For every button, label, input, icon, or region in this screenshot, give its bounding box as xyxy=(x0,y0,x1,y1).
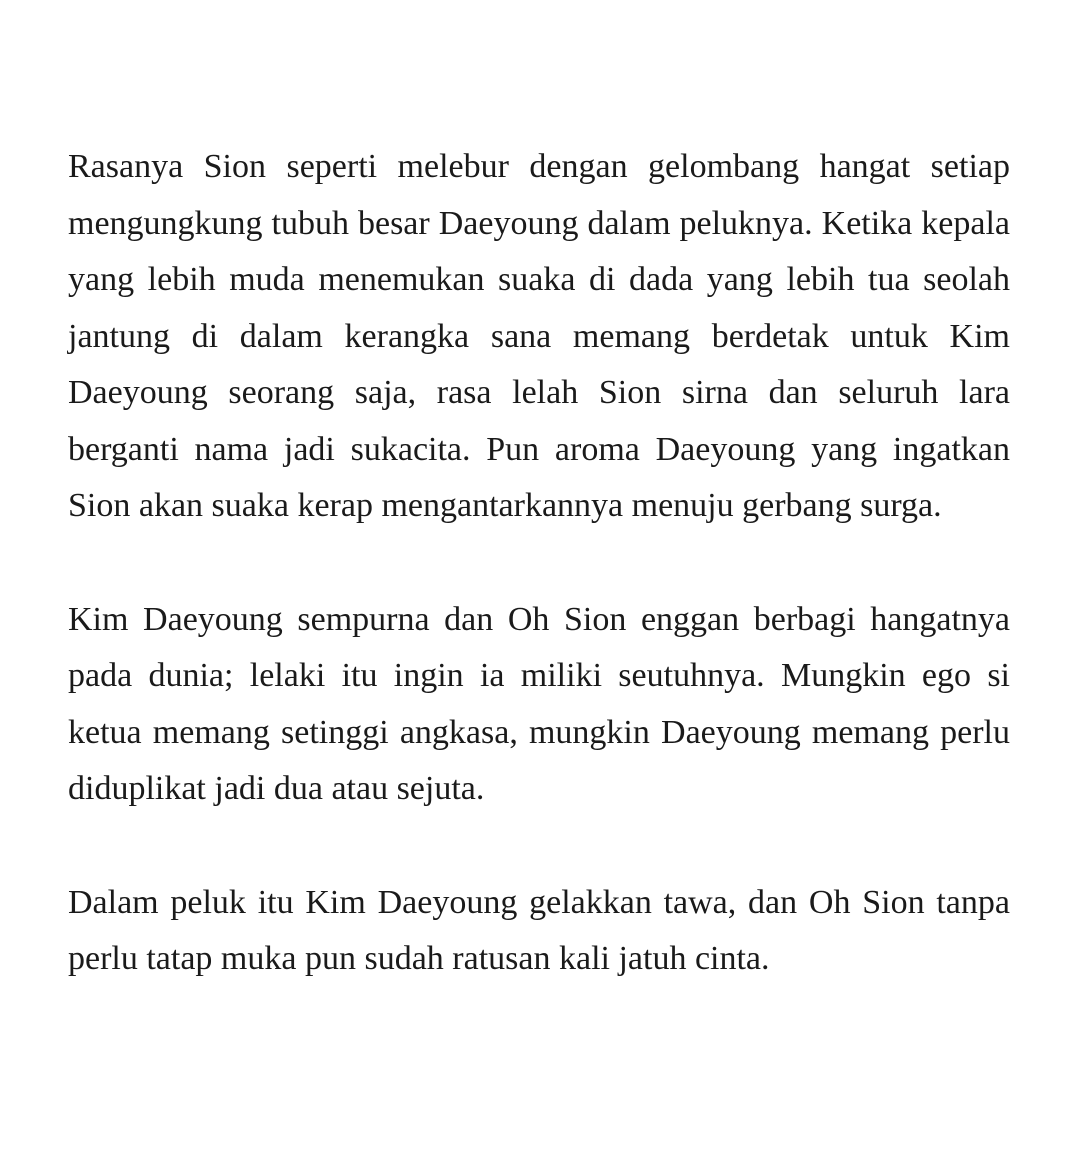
paragraph-3: Dalam peluk itu Kim Daeyoung gelakkan tawa, dan Oh Sion tanpa perlu tatap muka pun sudah ratusan kali jatuh cinta. xyxy=(68,883,1010,977)
paragraph-1: Rasanya Sion seperti melebur dengan gelombang hangat setiap mengungkung tubuh besar Daeyoung dalam peluknya. Ketika kepala yang lebih muda menemukan suaka di dada yang lebih tua seolah jantung di dalam kerangka sana memang berdetak untuk Kim Daeyoung seorang saja, rasa lelah Sion sirna dan seluruh lara berganti nama jadi sukacita. Pun aroma Daeyoung yang ingatkan Sion akan suaka kerap mengantarkannya menuju gerbang surga. xyxy=(68,148,1010,524)
document-body xyxy=(68,139,1010,1045)
paragraph-2: Kim Daeyoung sempurna dan Oh Sion enggan berbagi hangatnya pada dunia; lelaki itu ingin ia miliki seutuhnya. Mungkin ego si ketua memang setinggi angkasa, mungkin Daeyoung memang perlu diduplikat jadi dua atau sejuta. xyxy=(68,600,1010,807)
